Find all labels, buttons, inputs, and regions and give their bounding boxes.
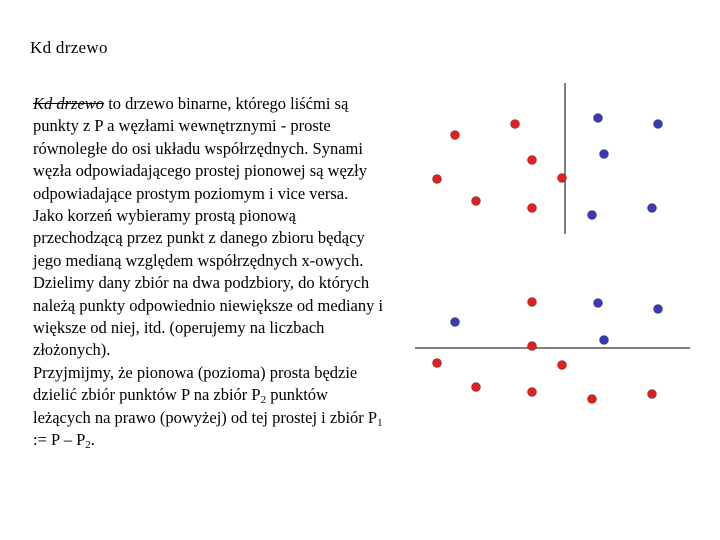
red-point (558, 361, 567, 370)
partition-text-b: punktów leżących na prawo (powyżej) od tej prostej i zbiór P (33, 385, 378, 427)
blue-point (648, 204, 657, 213)
red-point (528, 342, 537, 351)
term-kd-drzewo: Kd drzewo (33, 94, 105, 113)
root-paragraph: Jako korzeń wybieramy prostą pionową przechodzącą przez punkt z danego zbioru będący jego medianą względem współrzędnych x-owych. Dzielimy dany zbiór na dwa podzbiory, do których należą punkty odpowiednio niewiększe od mediany i większe od niej, itd. (operujemy na liczbach złożonych). (33, 206, 384, 360)
partition-text-c: := P – P (33, 430, 86, 450)
red-point (433, 175, 442, 184)
blue-point (600, 336, 609, 345)
blue-point (600, 150, 609, 159)
blue-point (588, 211, 597, 220)
points-group-bottom (433, 298, 663, 404)
partition-text-a: Przyjmijmy, że pionowa (pozioma) prosta będzie dzielić zbiór punktów P na zbiór P (33, 362, 358, 405)
blue-point (654, 120, 663, 129)
red-point (648, 390, 657, 399)
red-point (528, 388, 537, 397)
slide-title: Kd drzewo (30, 38, 108, 57)
blue-point (594, 299, 603, 308)
points-group-top (433, 114, 663, 220)
red-point (528, 156, 537, 165)
subscript-1: 1 (377, 416, 383, 429)
red-point (451, 131, 460, 140)
red-point (472, 197, 481, 206)
red-point (558, 174, 567, 183)
definition-text: to drzewo binarne, którego liśćmi są punkty z P a węzłami wewnętrznymi - proste równoległe do osi układu współrzędnych. Synami węzła odpowiadającego prostej pionowej są węzły odpowiadające prostym poziomym i vice versa. (33, 94, 368, 203)
red-point (511, 120, 520, 129)
partition-text-d: . (90, 430, 95, 450)
blue-point (594, 114, 603, 123)
blue-point (451, 318, 460, 327)
subscript-2: 2 (260, 394, 267, 407)
subscript-2b: 2 (85, 439, 91, 452)
blue-point (654, 305, 663, 314)
red-point (433, 359, 442, 368)
red-point (528, 204, 537, 213)
red-point (528, 298, 537, 307)
red-point (588, 395, 597, 404)
red-point (472, 383, 481, 392)
